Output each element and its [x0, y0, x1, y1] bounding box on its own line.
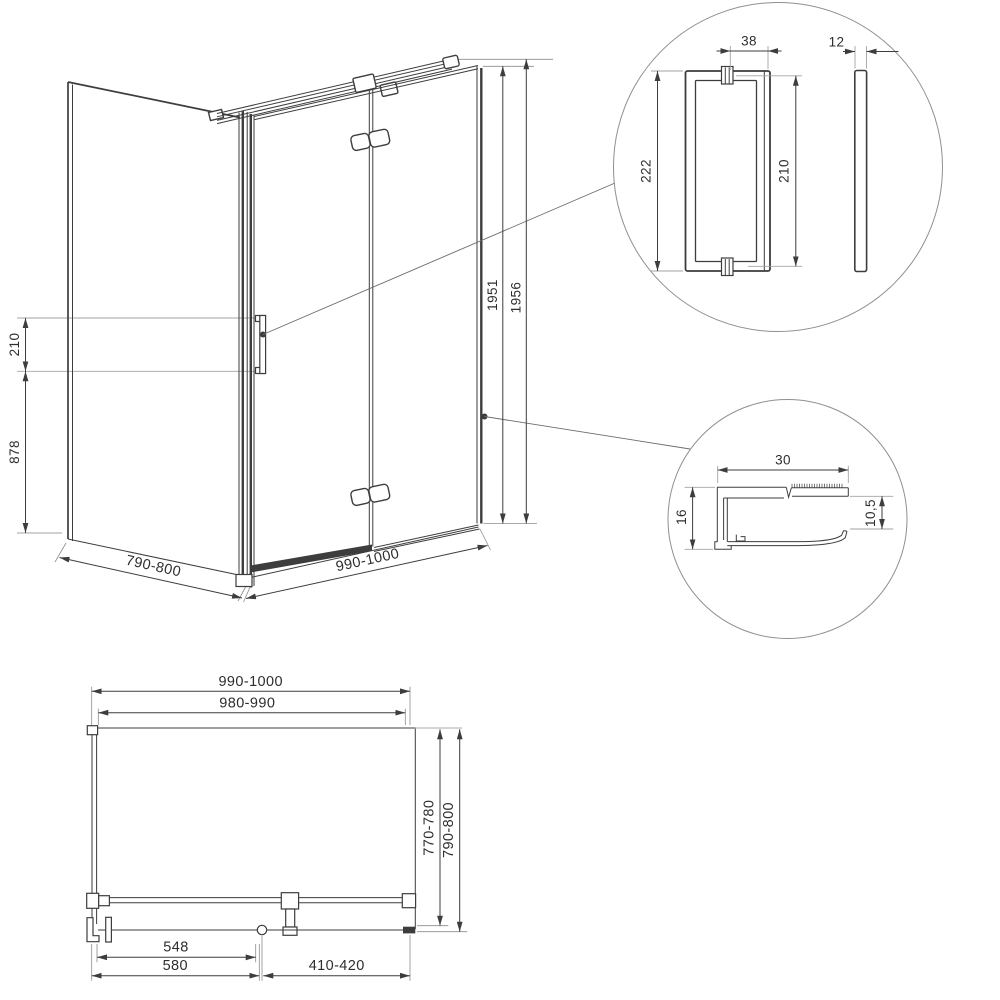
dim-1956-label: 1956	[508, 281, 524, 314]
dim-plan-990-1000-label: 990-1000	[218, 674, 283, 690]
dim-plan-770-780-label: 770-780	[421, 799, 438, 856]
dim-plan-glass-width	[98, 695, 405, 712]
bar-end-cap	[442, 55, 459, 69]
dim-30-label: 30	[775, 452, 791, 468]
perspective-view	[7, 55, 690, 602]
dim-plan-548-label: 548	[163, 939, 189, 956]
dim-210-handle-label: 210	[776, 159, 792, 183]
dim-210-label: 210	[7, 332, 22, 357]
dim-plan-790-800-label: 790-800	[441, 801, 457, 859]
wall-profile	[106, 917, 112, 942]
dim-10-5-label: 10,5	[863, 499, 878, 527]
wall-bracket-top	[87, 726, 97, 735]
dim-side-panel-width	[60, 553, 243, 598]
dim-height-below-handle	[7, 371, 26, 533]
detail-leaders	[260, 183, 690, 449]
glass-stop-hook	[736, 535, 745, 541]
bottom-hinge-left	[350, 488, 371, 506]
dim-front-width	[246, 546, 488, 599]
dim-plan-door-width	[92, 958, 260, 976]
extension-lines	[17, 59, 553, 602]
dim-12-label: 12	[828, 34, 845, 50]
mount-pin-bottom	[722, 258, 734, 276]
bar-bracket-left	[87, 893, 99, 908]
top-stabilizer-bar	[217, 55, 460, 124]
top-hinge-right	[368, 129, 390, 148]
corner-foot	[236, 575, 252, 587]
dim-plan-door-glass-width	[97, 940, 256, 958]
dim-handle-front-offset	[717, 34, 782, 71]
profile-section	[715, 484, 849, 549]
dim-plan-overall-width	[92, 674, 410, 691]
handle-side-view	[855, 71, 867, 272]
door-panel	[256, 90, 391, 547]
bottom-hinge-right	[368, 484, 390, 503]
dim-16-label: 16	[674, 509, 689, 525]
dim-222-label: 222	[638, 159, 654, 183]
dim-handle-bar-thickness	[829, 35, 899, 69]
dim-plan-410-420-label: 410-420	[308, 958, 365, 974]
plan-view	[87, 674, 468, 981]
handle-front-view	[686, 67, 771, 276]
top-hinge-left	[350, 133, 371, 151]
profile-detail	[668, 400, 907, 639]
bar-bracket-mid	[281, 893, 298, 909]
side-panel	[68, 82, 251, 578]
dim-profile-lip-height	[850, 496, 893, 529]
plan-outline	[87, 726, 462, 942]
dim-handle-mount-spacing	[736, 76, 802, 266]
dim-878-label: 878	[7, 440, 22, 464]
dim-profile-height	[674, 487, 715, 549]
bar-bracket-right	[402, 894, 415, 908]
handle-detail	[614, 3, 943, 332]
serration	[792, 484, 842, 488]
dim-790-800-label: 790-800	[124, 552, 183, 581]
dim-plan-980-990-label: 980-990	[219, 695, 276, 712]
dim-glass-height	[485, 66, 503, 523]
plan-extensions	[92, 687, 468, 981]
dim-plan-fixed-panel-width	[263, 958, 410, 976]
dim-990-1000-label: 990-1000	[334, 545, 401, 576]
dim-plan-inner-depth	[421, 729, 440, 925]
mount-pin-top	[722, 67, 734, 85]
dim-handle-length	[7, 318, 26, 371]
corner-bracket	[87, 918, 99, 942]
dim-total-height	[509, 59, 527, 523]
dim-plan-overall-depth	[441, 729, 460, 931]
dim-1951-label: 1951	[485, 279, 500, 311]
dim-profile-width	[718, 452, 849, 483]
dim-38-label: 38	[741, 33, 757, 49]
dim-handle-overall-length	[639, 71, 684, 271]
door-handle	[256, 316, 266, 374]
door-pivot	[257, 925, 266, 934]
dim-plan-580-label: 580	[162, 958, 189, 974]
glass-end-cap	[403, 927, 415, 934]
